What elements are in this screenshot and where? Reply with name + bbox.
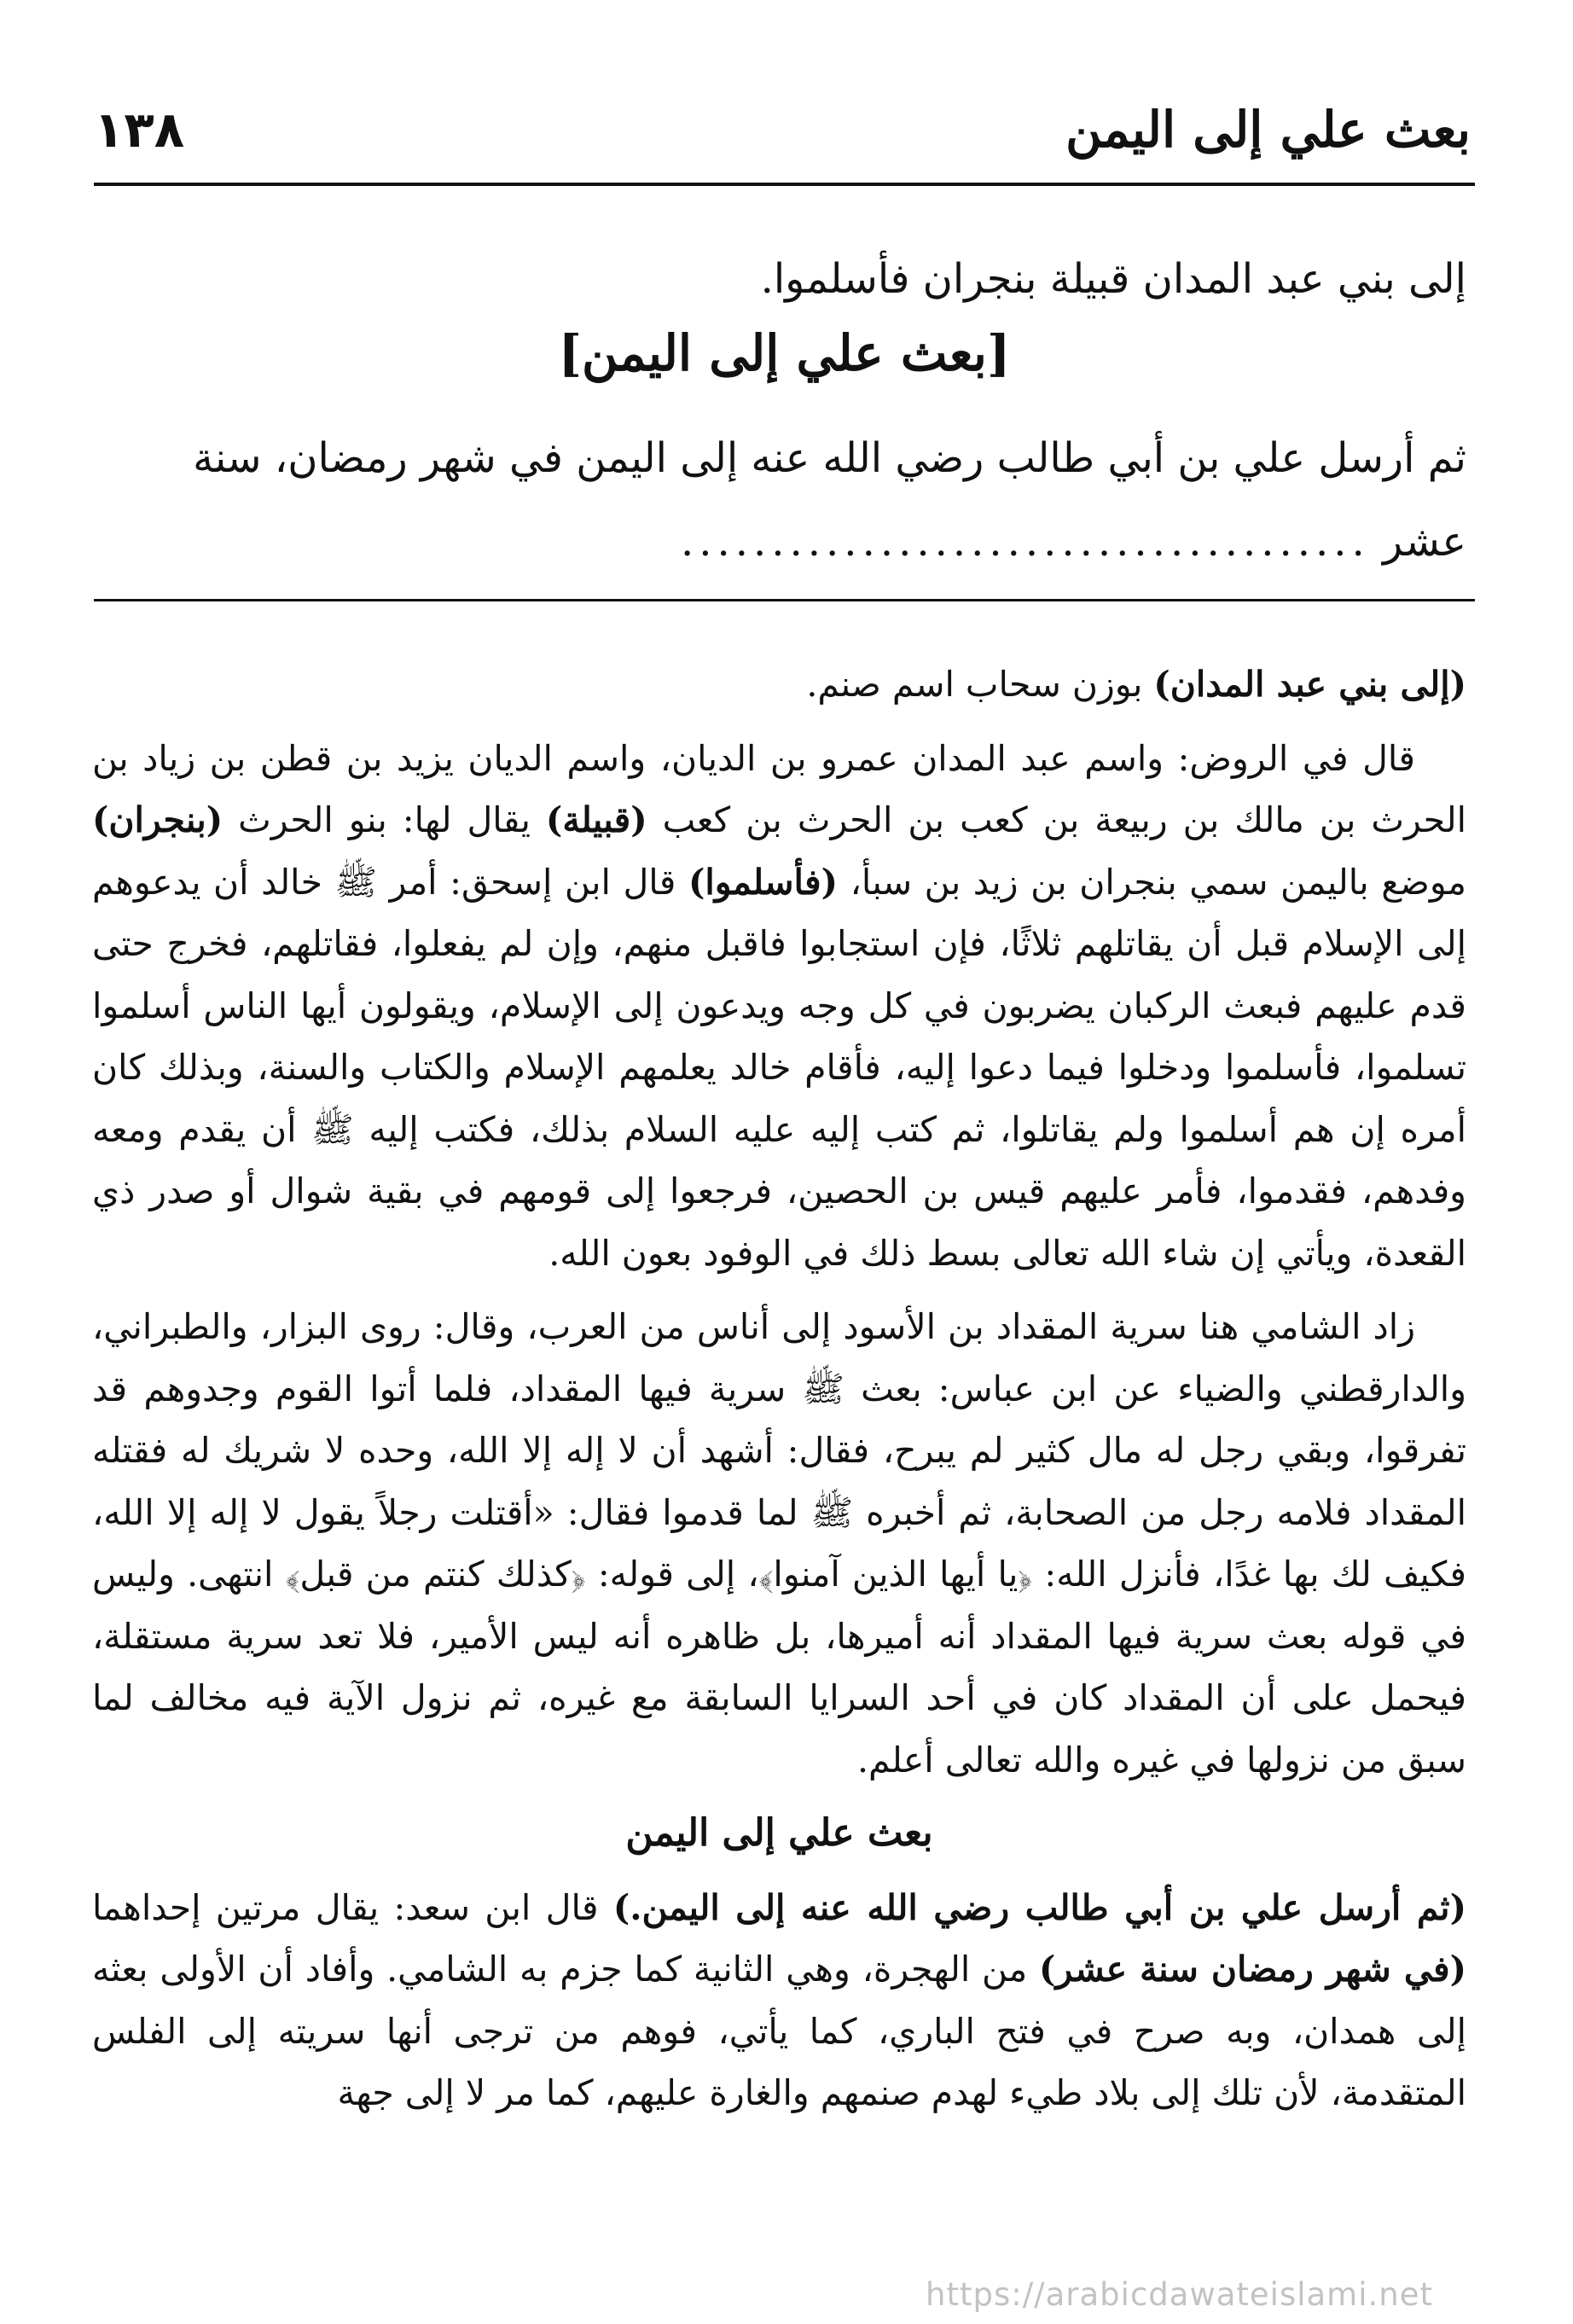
main-text-line-3	[94, 500, 1466, 584]
main-text-line-3-word: عشر	[1383, 518, 1466, 566]
footnote-separator	[94, 599, 1475, 601]
commentary-paragraph-3	[92, 1296, 1466, 1791]
lemma: (في شهر رمضان سنة عشر)	[1039, 1949, 1467, 1990]
section-heading: [بعث علي إلى اليمن]	[558, 324, 1011, 382]
running-title: بعث علي إلى اليمن	[1065, 101, 1471, 159]
main-text-paragraph	[94, 416, 1466, 584]
commentary-text: من الهجرة، وهي الثانية كما جزم به الشامي. وأفاد أن الأولى بعثه إلى همدان، وبه صرح في فتح الباري، كما يأتي، فوهم من ترجى أنها سريته إلى الفلس المتقدمة، لأن تلك إلى بلاد طيء لهدم صنمهم والغارة عليهم، كما مر لا إلى جهة	[92, 1949, 1466, 2113]
lemma: (فأسلموا)	[688, 861, 839, 903]
page-header	[94, 101, 1471, 182]
main-text-line-1	[128, 237, 1466, 321]
lemma: (إلى بني عبد المدان)	[1153, 664, 1466, 705]
commentary-subheading: بعث علي إلى اليمن	[625, 1811, 933, 1855]
main-text-line-2: ثم أرسل علي بن أبي طالب رضي الله عنه إلى اليمن في شهر رمضان، سنة	[193, 434, 1466, 482]
header-rule	[94, 183, 1475, 186]
commentary-paragraph-2	[92, 728, 1466, 1285]
lemma: (بنجران)	[92, 799, 223, 840]
commentary-paragraph-1	[92, 654, 1466, 716]
lemma: (قبيلة)	[545, 799, 647, 840]
commentary-text: بوزن سحاب اسم صنم.	[806, 664, 1154, 705]
commentary-text: قال ابن إسحق: أمر ﷺ خالد أن يدعوهم إلى الإسلام قبل أن يقاتلهم ثلاثًا، فإن استجابوا فاقبل منهم، وإن لم يفعلوا، فقاتلهم، فخرج حتى قدم عليهم فبعث الركبان يضربون في كل وجه ويدعون إلى الإسلام، ويقولون أيها الناس أسلموا تسلموا، فأسلموا ودخلوا فيما دعوا إليه، فأقام خالد يعلمهم الإسلام والكتاب والسنة، وبذلك كان أمره إن هم أسلموا ولم يقاتلوا، ثم كتب إليه عليه السلام بذلك، فكتب إليه ﷺ أن يقدم ومعه وفدهم، فقدموا، فأمر عليهم قيس بن الحصين، فرجعوا إلى قومهم في بقية شوال أو صدر ذي القعدة، ويأتي إن شاء الله تعالى بسط ذلك في الوفود بعون الله.	[92, 861, 1467, 1274]
commentary	[92, 654, 1466, 2124]
main-text-line-1-text: إلى بني عبد المدان قبيلة بنجران فأسلموا.	[760, 255, 1466, 303]
watermark-url: https://arabicdawateislami.net	[926, 2276, 1433, 2313]
page-number: ١٣٨	[94, 101, 185, 159]
commentary-text: زاد الشامي هنا سرية المقداد بن الأسود إلى أناس من العرب، وقال: روى البزار، والطبراني، والدارقطني والضياء عن ابن عباس: بعث ﷺ سرية فيها المقداد، فلما أتوا القوم وجدوهم قد تفرقوا، وبقي رجل له مال كثير لم يبرح، فقال: أشهد أن لا إله إلا الله، وحده لا شريك له فقتله المقداد فلامه رجل من الصحابة، ثم أخبره ﷺ لما قدموا فقال: «أقتلت رجلاً يقول لا إله إلا الله، فكيف لك بها غدًا، فأنزل الله: ﴿يا أيها الذين آمنوا﴾، إلى قوله: ﴿كذلك كنتم من قبل﴾ انتهى. وليس في قوله بعث سرية فيها المقداد أنه أميرها، بل ظاهره أنه ليس الأمير، فلا تعد سرية مستقلة، فيحمل على أن المقداد كان في أحد السرايا السابقة مع غيره، ثم نزول الآية فيه مخالف لما سبق من نزولها في غيره والله تعالى أعلم.	[92, 1306, 1466, 1781]
leader-dots: ......................................	[680, 518, 1370, 566]
commentary-text: قال ابن سعد: يقال مرتين إحداهما	[92, 1886, 613, 1928]
commentary-paragraph-4	[92, 1877, 1466, 2124]
lemma: (ثم أرسل علي بن أبي طالب رضي الله عنه إلى اليمن.)	[612, 1886, 1466, 1928]
commentary-text: قال في الروض: واسم عبد المدان عمرو بن الديان، واسم الديان يزيد بن قطن بن زياد بن الحرث بن مالك بن ربيعة بن كعب بن الحرث بن كعب	[92, 737, 1466, 840]
commentary-text: يقال لها: بنو الحرث	[223, 799, 546, 840]
commentary-text: موضع باليمن سمي بنجران بن زيد بن سبأ،	[838, 861, 1466, 903]
